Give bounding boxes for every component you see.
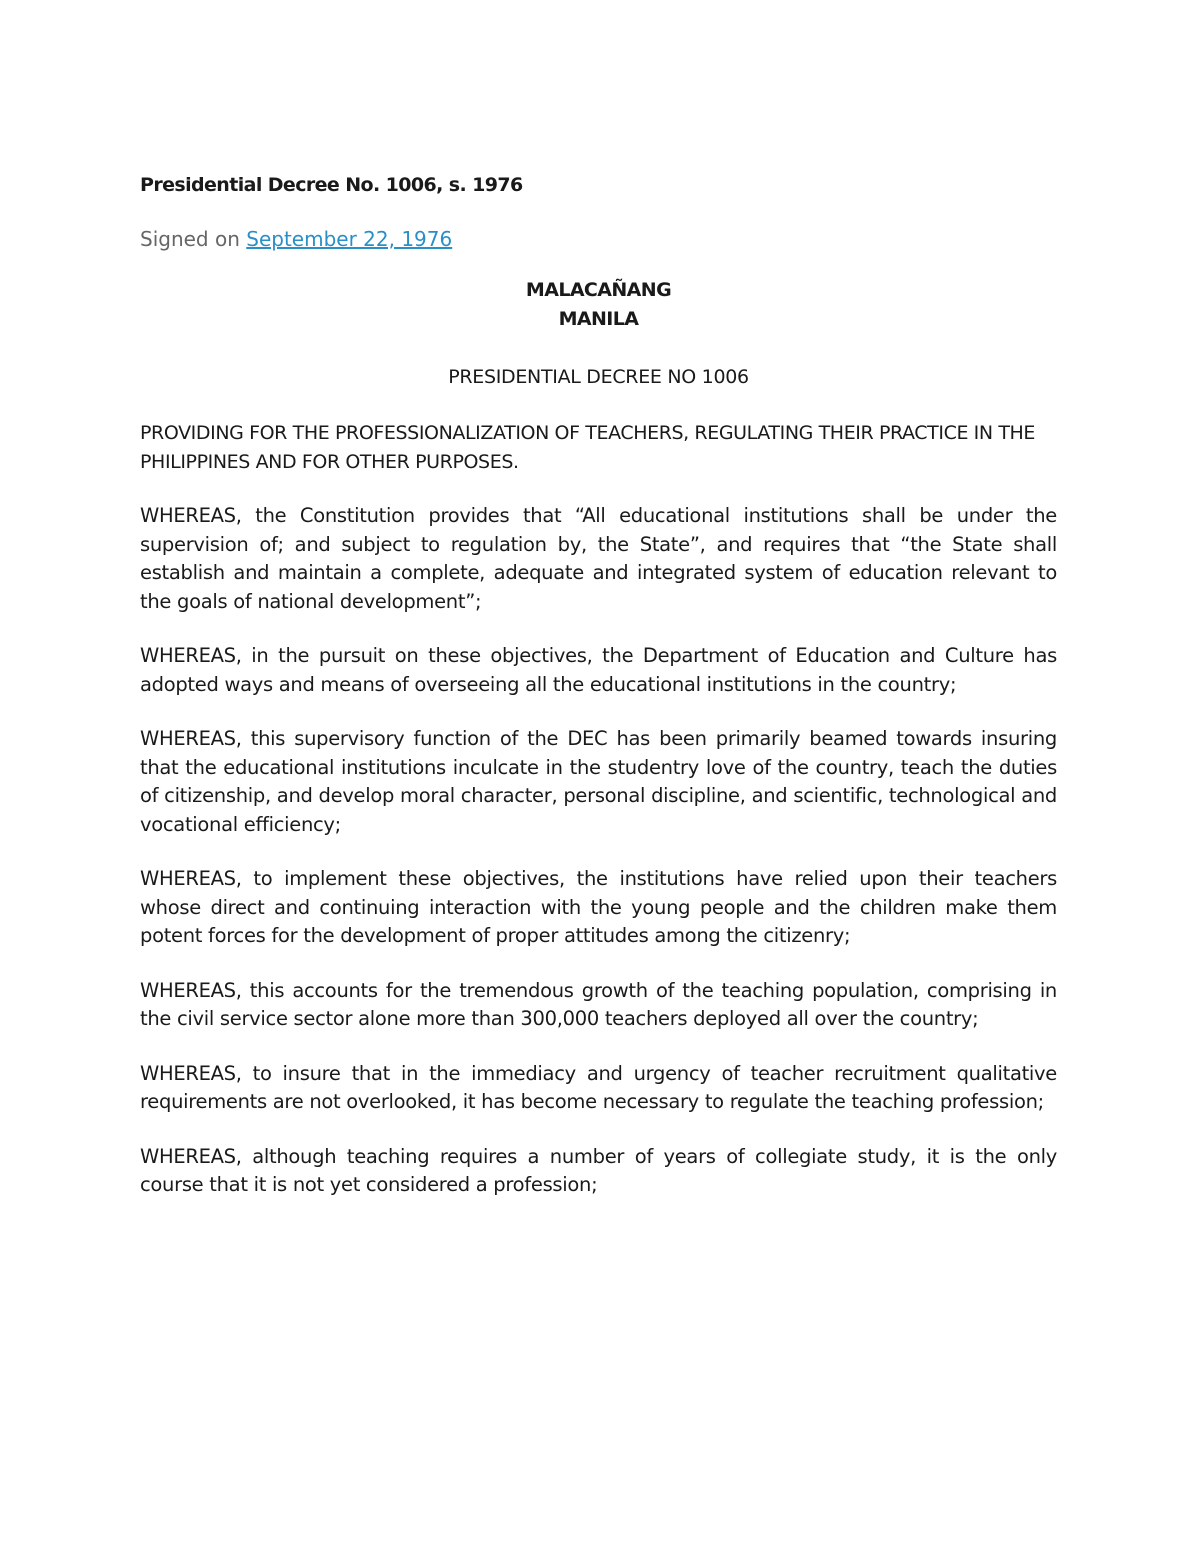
document-title: Presidential Decree No. 1006, s. 1976 (140, 174, 523, 196)
heading-line-manila: MANILA (558, 308, 639, 330)
decree-number: PRESIDENTIAL DECREE NO 1006 (448, 366, 749, 388)
whereas-paragraph: WHEREAS, this supervisory function of the DEC has been primarily beamed towards insuring that the educational institutions inculcate in the studentry love of the country, teach the duties of citizenship, and develop moral character, personal discipline, and scientific, technological and vocational efficiency; (140, 727, 1057, 836)
whereas-paragraph: WHEREAS, in the pursuit on these objectives, the Department of Education and Culture has adopted ways and means of overseeing all the educational institutions in the country; (140, 644, 1057, 696)
whereas-paragraph: WHEREAS, to insure that in the immediacy and urgency of teacher recruitment qualitative requirements are not overlooked, it has become necessary to regulate the teaching profession; (140, 1061, 1057, 1113)
issuing-office-heading (140, 276, 1057, 334)
document-page (140, 168, 1057, 1200)
whereas-paragraph: WHEREAS, the Constitution provides that “All educational institutions shall be under the supervision of; and subject to regulation by, the State”, and requires that “the State shall establish and maintain a complete, adequate and integrated system of education relevant to the goals of national development”; (140, 504, 1057, 613)
signed-date-line (140, 222, 1057, 256)
whereas-paragraph: WHEREAS, although teaching requires a number of years of collegiate study, it is the only course that it is not yet considered a profession; (140, 1144, 1057, 1196)
whereas-paragraph: WHEREAS, to implement these objectives, the institutions have relied upon their teachers whose direct and continuing interaction with the young people and the children make them potent forces for the development of proper attitudes among the citizenry; (140, 867, 1057, 947)
decree-subject: PROVIDING FOR THE PROFESSIONALIZATION OF TEACHERS, REGULATING THEIR PRACTICE IN THE PHILIPPINES AND FOR OTHER PURPOSES. (140, 422, 1036, 473)
heading-line-malacanang: MALACAÑANG (525, 279, 672, 301)
whereas-paragraph: WHEREAS, this accounts for the tremendous growth of the teaching population, comprising in the civil service sector alone more than 300,000 teachers deployed all over the country; (140, 978, 1057, 1030)
signed-prefix: Signed on (140, 227, 247, 251)
signed-date-link[interactable]: September 22, 1976 (246, 227, 453, 251)
